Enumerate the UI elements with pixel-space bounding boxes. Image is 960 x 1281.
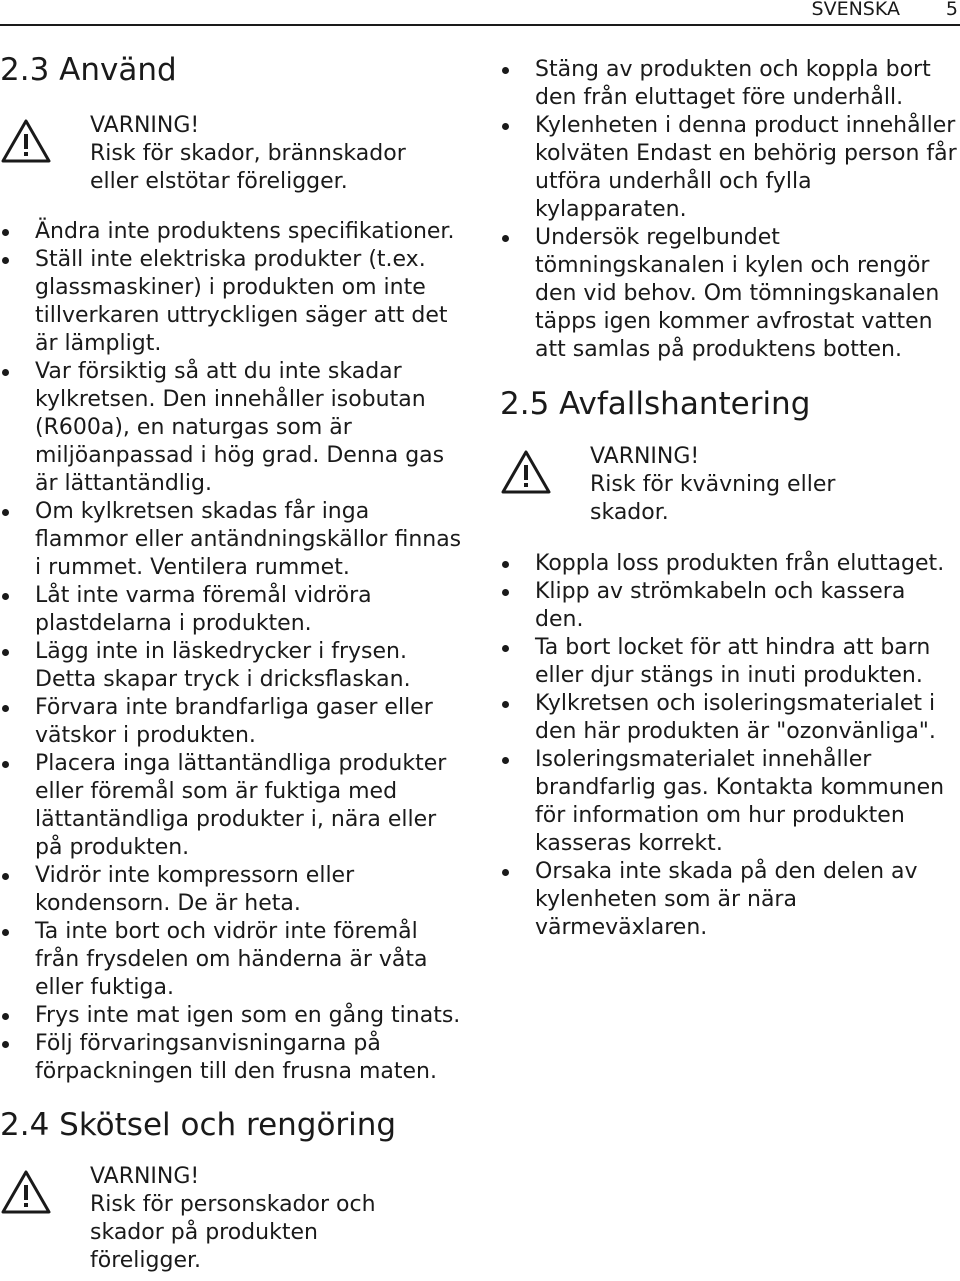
warning-line: Risk för personskador och: [90, 1192, 376, 1217]
list-item: Klipp av strömkabeln och kassera den.: [500, 578, 960, 634]
list-item: Undersök regelbundet tömningskanalen i kylen och rengör den vid behov. Om tömningskanalen täpps igen kommer avfrostat vatten att samlas på produktens botten.: [500, 224, 960, 364]
disposal-list: [500, 550, 960, 942]
warning-line: föreligger.: [90, 1248, 202, 1273]
warning-line: Risk för skador, brännskador: [90, 141, 406, 166]
list-item: Följ förvaringsanvisningarna på förpackningen till den frusna maten.: [0, 1030, 462, 1086]
warning-title: VARNING!: [590, 444, 700, 469]
page-number: 5: [945, 0, 958, 20]
use-list: [0, 218, 462, 1086]
list-item: Stäng av produkten och koppla bort den från eluttaget före underhåll.: [500, 56, 960, 112]
list-item: Ändra inte produktens specifikationer.: [0, 218, 462, 246]
warning-triangle-icon: [500, 449, 552, 495]
page-header: [0, 0, 960, 26]
warning-line: Risk för kvävning eller: [590, 472, 836, 497]
warning-triangle-icon: [0, 1169, 52, 1215]
section-title-care: 2.4 Skötsel och rengöring: [0, 1107, 397, 1143]
warning-text: [590, 443, 835, 527]
list-item: Placera inga lättantändliga produkter eller föremål som är fuktiga med lättantändliga produkter i, nära eller på produkten.: [0, 750, 462, 862]
list-item: Förvara inte brandfarliga gaser eller vätskor i produkten.: [0, 694, 462, 750]
section-title-use: 2.3 Använd: [0, 52, 177, 88]
list-item: Låt inte varma föremål vidröra plastdelarna i produkten.: [0, 582, 462, 638]
list-item: Ställ inte elektriska produkter (t.ex. glassmaskiner) i produkten om inte tillverkaren uttryckligen säger att det är lämpligt.: [0, 246, 462, 358]
warning-line: skador.: [590, 500, 669, 525]
list-item: Frys inte mat igen som en gång tinats.: [0, 1002, 462, 1030]
list-item: Om kylkretsen skadas får inga flammor eller antändningskällor finnas i rummet. Ventilera rummet.: [0, 498, 462, 582]
warning-line: skador på produkten: [90, 1220, 318, 1245]
warning-text: [90, 112, 406, 196]
list-item: Lägg inte in läskedrycker i frysen. Detta skapar tryck i dricksflaskan.: [0, 638, 462, 694]
section-title-disposal: 2.5 Avfallshantering: [500, 386, 811, 422]
list-item: Orsaka inte skada på den delen av kylenheten som är nära värmeväxlaren.: [500, 858, 960, 942]
language-label: SVENSKA: [811, 0, 900, 20]
warning-title: VARNING!: [90, 113, 200, 138]
list-item: Vidrör inte kompressorn eller kondensorn. De är heta.: [0, 862, 462, 918]
care-list: [500, 56, 960, 364]
list-item: Ta inte bort och vidrör inte föremål från frysdelen om händerna är våta eller fuktiga.: [0, 918, 462, 1002]
warning-line: eller elstötar föreligger.: [90, 169, 348, 194]
warning-triangle-icon: [0, 118, 52, 164]
list-item: Var försiktig så att du inte skadar kylkretsen. Den innehåller isobutan (R600a), en naturgas som är miljöanpassad i hög grad. Denna gas är lättantändlig.: [0, 358, 462, 498]
warning-text: [90, 1163, 376, 1275]
list-item: Kylkretsen och isoleringsmaterialet i den här produkten är "ozonvänliga".: [500, 690, 960, 746]
list-item: Kylenheten i denna product innehåller kolväten Endast en behörig person får utföra underhåll och fylla kylapparaten.: [500, 112, 960, 224]
list-item: Koppla loss produkten från eluttaget.: [500, 550, 960, 578]
warning-title: VARNING!: [90, 1164, 200, 1189]
list-item: Ta bort locket för att hindra att barn eller djur stängs in inuti produkten.: [500, 634, 960, 690]
list-item: Isoleringsmaterialet innehåller brandfarlig gas. Kontakta kommunen för information om hur produkten kasseras korrekt.: [500, 746, 960, 858]
